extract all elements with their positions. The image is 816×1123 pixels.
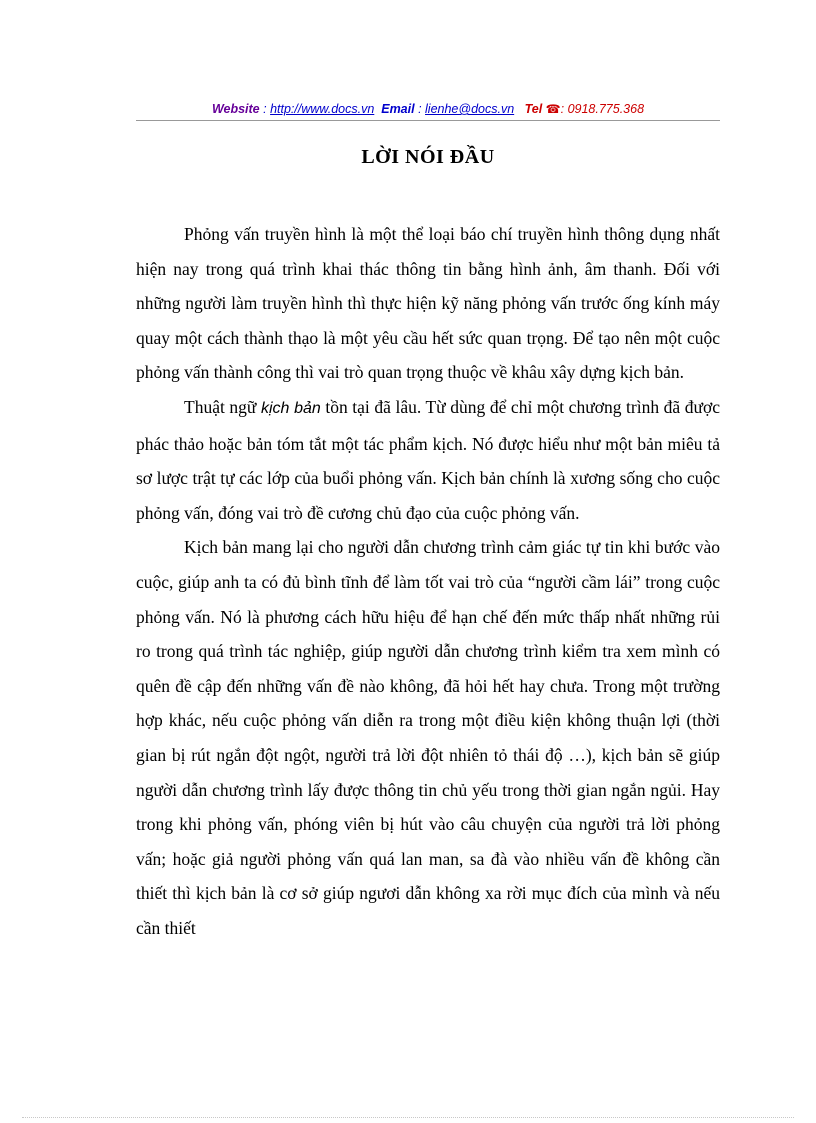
email-label: Email [381, 102, 415, 116]
page-title: LỜI NÓI ĐẦU [361, 146, 495, 168]
paragraph-2 [136, 390, 720, 530]
paragraph-3: Kịch bản mang lại cho người dẫn chương trình cảm giác tự tin khi bước vào cuộc, giúp anh ta có đủ bình tĩnh để làm tốt vai trò của “người cầm lái” trong cuộc phỏng vấn. Nó là phương cách hữu hiệu để hạn chế đến mức thấp nhất những rủi ro trong quá trình tác nghiệp, giúp người dẫn chương trình kiểm tra xem mình có quên đề cập đến những vấn đề nào không, đã hỏi hết hay chưa. Trong một trường hợp khác, nếu cuộc phỏng vấn diễn ra trong một điều kiện không thuận lợi (thời gian bị rút ngắn đột ngột, người trả lời đột nhiên tỏ thái độ …), kịch bản sẽ giúp người dẫn chương trình lấy được thông tin chủ yếu trong thời gian ngắn ngủi. Hay trong khi phỏng vấn, phóng viên bị hút vào câu chuyện của người trả lời phỏng vấn; hoặc giả người phỏng vấn quá lan man, sa đà vào nhiều vấn đề không cần thiết thì kịch bản là cơ sở giúp ngươi dẫn không xa rời mục đích của mình và nếu cần thiết [136, 537, 720, 938]
email-link[interactable]: lienhe@docs.vn [425, 102, 515, 116]
body-text [136, 217, 720, 945]
header-divider [136, 120, 720, 121]
website-link[interactable]: http://www.docs.vn [270, 102, 375, 116]
phone-icon: ☎ [545, 102, 561, 116]
website-label: Website [211, 102, 260, 116]
term-kich-ban: kịch bản [260, 399, 321, 417]
website-colon: : [259, 102, 271, 116]
footer-dotted-line [22, 1117, 794, 1118]
paragraph-1: Phỏng vấn truyền hình là một thể loại báo chí truyền hình thông dụng nhất hiện nay trong quá trình khai thác thông tin bằng hình ảnh, âm thanh. Đối với những người làm truyền hình thì thực hiện kỹ năng phỏng vấn trước ống kính máy quay một cách thành thạo là một yêu cầu hết sức quan trọng. Để tạo nên một cuộc phỏng vấn thành công thì vai trò quan trọng thuộc về khâu xây dựng kịch bản. [136, 224, 720, 383]
paragraph-2-start: Thuật ngữ [184, 396, 261, 417]
tel-label: Tel [524, 102, 543, 116]
page-header [136, 102, 720, 116]
paragraph-2-rest: tồn tại đã lâu. Từ dùng để chỉ một chương trình đã được phác thảo hoặc bản tóm tắt một tác phẩm kịch. Nó được hiểu như một bản miêu tả sơ lược trật tự các lớp của buổi phỏng vấn. Kịch bản chính là xương sống cho cuộc phỏng vấn, đóng vai trò đề cương chủ đạo của cuộc phỏng vấn. [136, 396, 721, 523]
email-colon: : [414, 102, 426, 116]
phone-number: : 0918.775.368 [560, 102, 645, 116]
